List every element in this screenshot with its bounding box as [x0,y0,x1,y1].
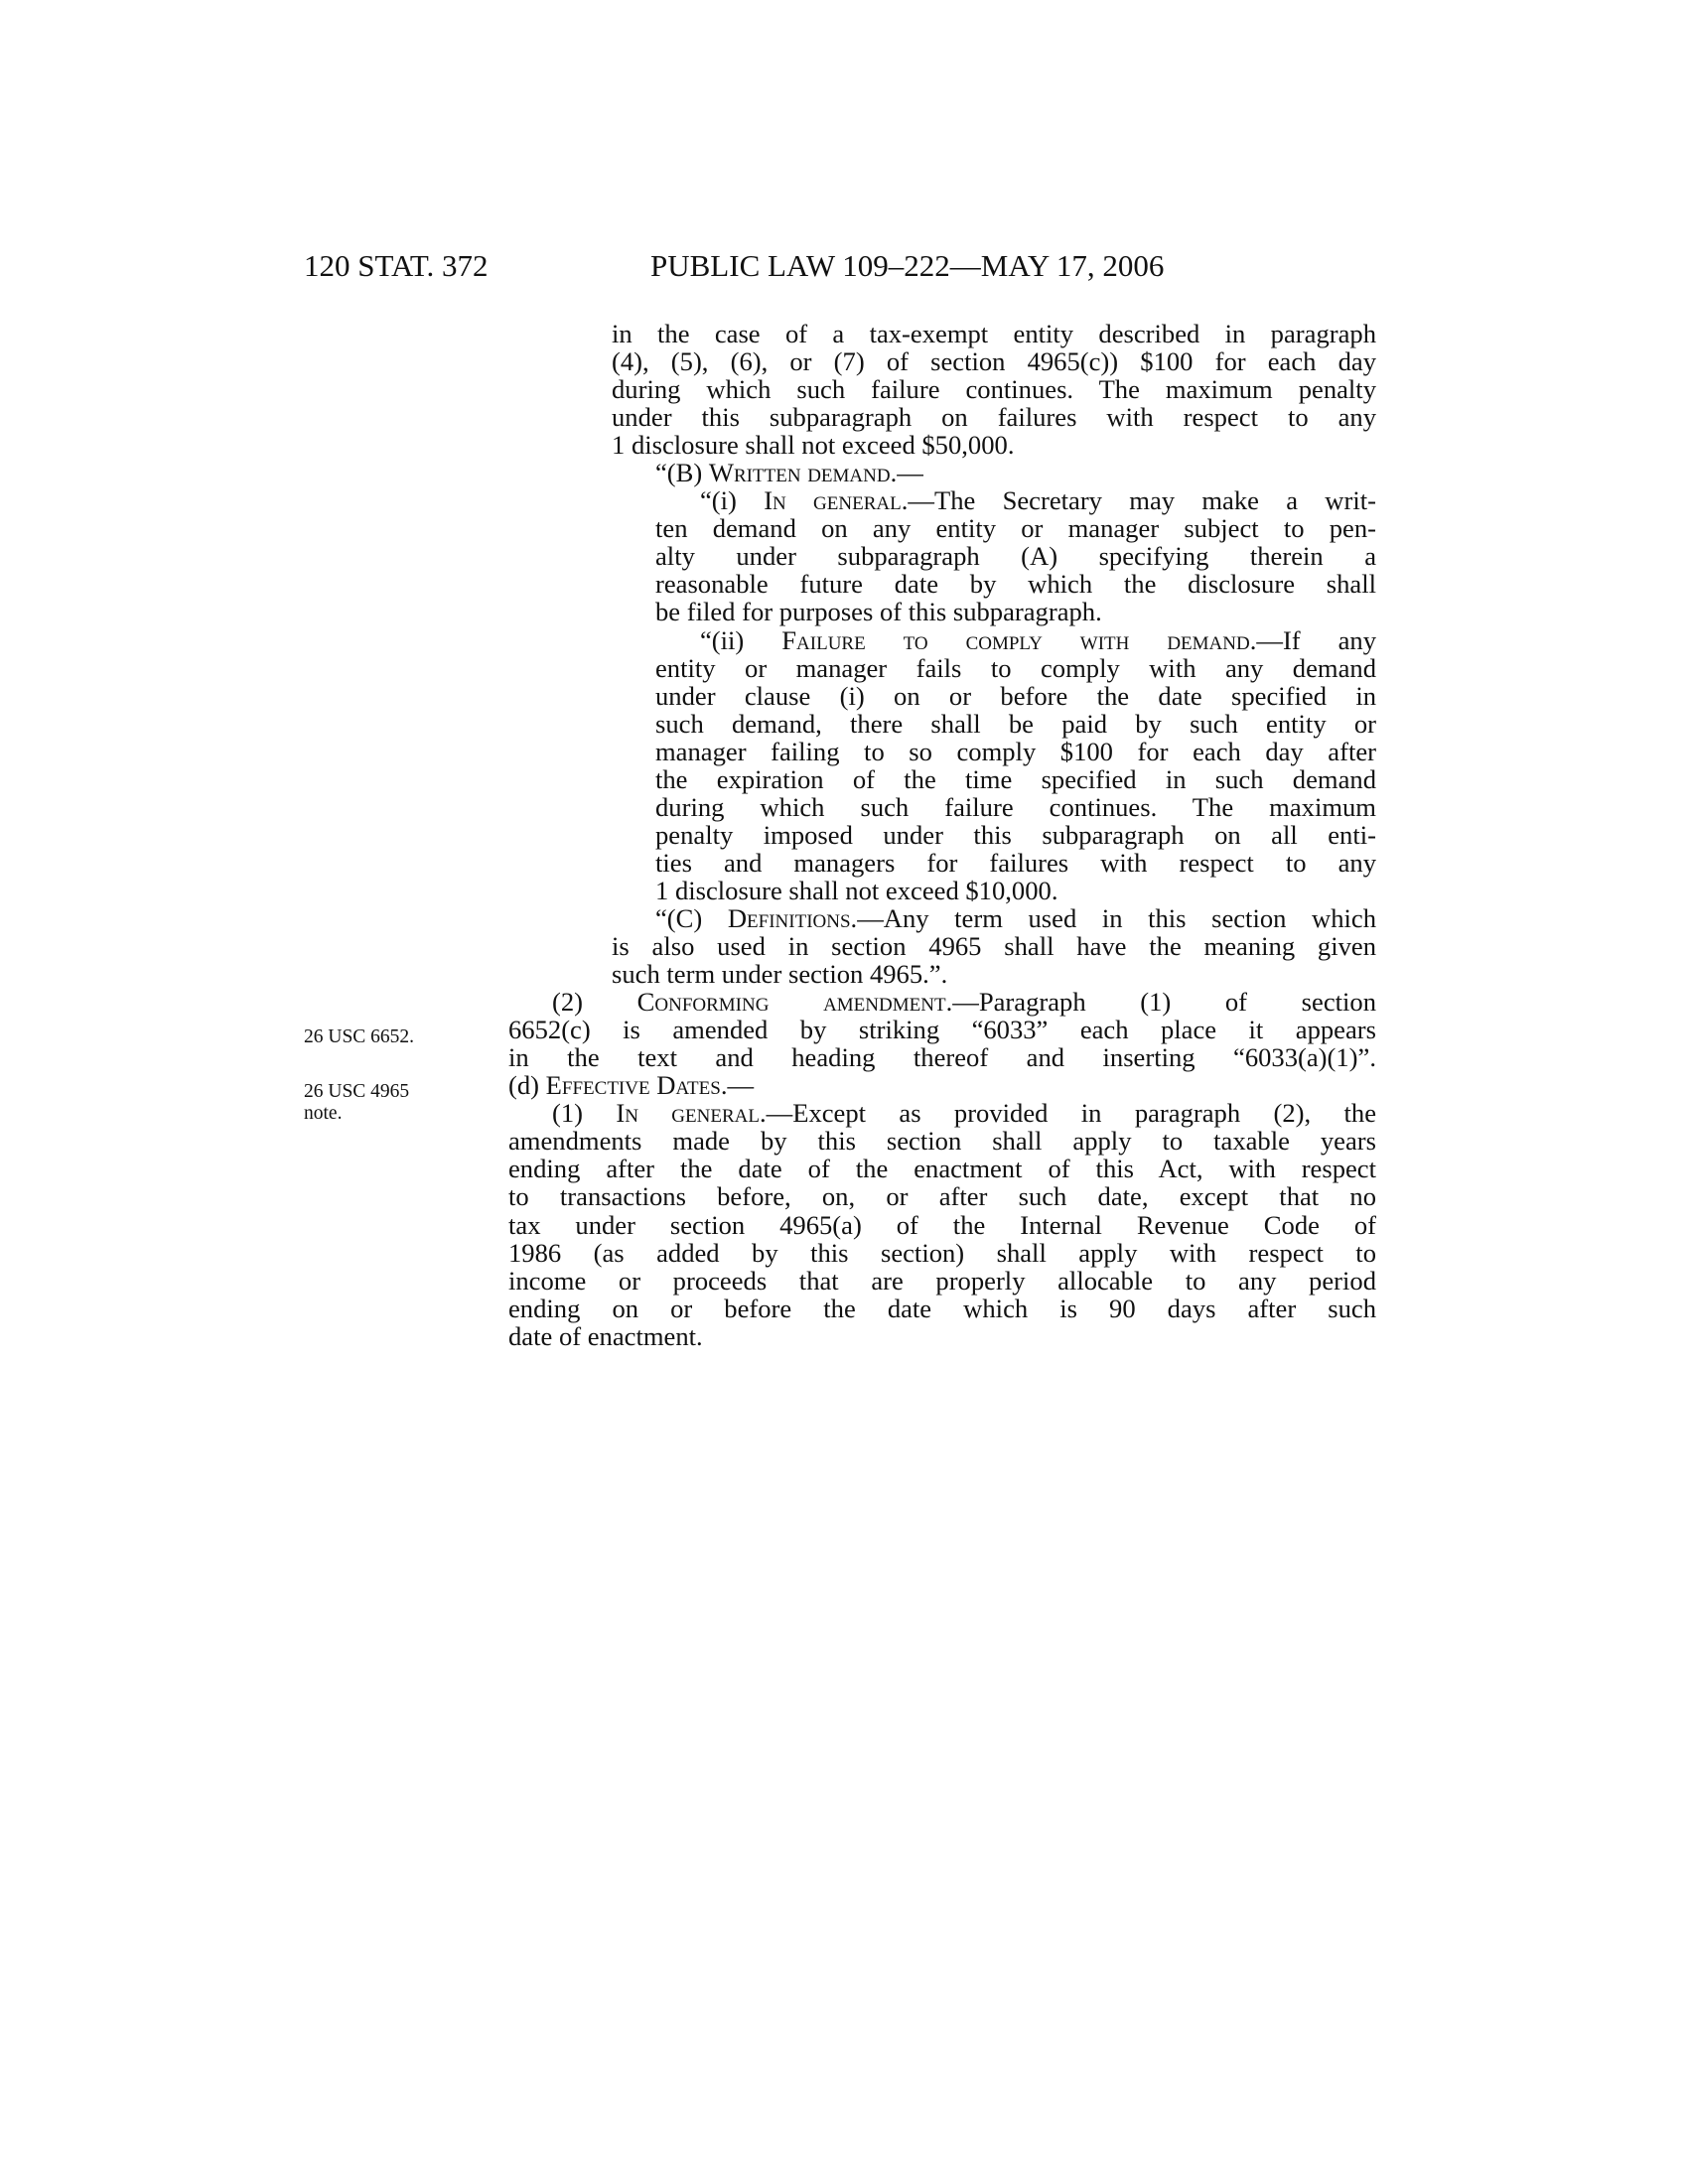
margin-note-usc-4965: 26 USC 4965 [304,1081,410,1102]
text-line: during which such failure continues. The maximum [655,791,1376,822]
text-line: ending after the date of the enactment of this Act, with respect [508,1154,1376,1184]
heading-text: Definitions [727,902,851,933]
enum-label: “(i) [700,485,765,516]
clause-ii [655,626,1376,904]
text-line: ties and managers for failures with respect to any [655,847,1376,878]
stat-page-reference: 120 STAT. 372 [304,248,489,283]
text-line: (4), (5), (6), or (7) of section 4965(c)) $100 for each day [612,346,1376,377]
text-line: is also used in section 4965 shall have the meaning given [612,931,1376,962]
text-line: such demand, there shall be paid by such entity or [655,708,1376,739]
enum-label: (2) [552,987,637,1018]
enum-label: “(B) [655,458,709,488]
paragraph-2-body [508,1016,1376,1099]
text-line: 1986 (as added by this section) shall apply with respect to [508,1237,1376,1268]
paragraph-2-heading [552,988,1376,1016]
heading-punct: .— [890,458,923,488]
enum-label: “(C) [655,902,728,933]
text-line: 1 disclosure shall not exceed $50,000. [612,430,1015,461]
heading-rest: .—Paragraph (1) of section [945,987,1376,1018]
subparagraph-a-continuation [612,320,1376,459]
text-line: ten demand on any entity or manager subject to pen- [655,513,1376,544]
text-line: in the case of a tax-exempt entity described in paragraph [612,319,1376,348]
text-line: reasonable future date by which the disclosure shall [655,569,1376,600]
heading-rest: .—If any [1249,624,1376,655]
page-header [0,248,1688,288]
text-line: 6652(c) is amended by striking “6033” each place it appears [508,1015,1376,1045]
heading-text: Failure to comply with demand [781,624,1250,655]
text-line: income or proceeds that are properly allocable to any period [508,1265,1376,1296]
statute-body-text [508,319,1376,1351]
enum-label: (d) [508,1070,546,1101]
clause-i [655,486,1376,625]
heading-rest: .—Any term used in this section which [850,902,1376,933]
subsection-d-heading [508,1071,1376,1099]
heading-text: Conforming amendment [636,987,946,1018]
enum-label: (1) [552,1098,617,1129]
paragraph-1-heading [552,1099,1376,1127]
text-line: the expiration of the time specified in such demand [655,763,1376,794]
clause-i-heading [700,486,1376,514]
margin-note-usc-6652: 26 USC 6652. [304,1026,415,1047]
text-line: under clause (i) on or before the date specified in [655,680,1376,711]
clause-ii-heading [700,626,1376,654]
text-line: alty under subparagraph (A) specifying therein a [655,541,1376,572]
text-line: tax under section 4965(a) of the Internal Revenue Code of [508,1209,1376,1240]
subparagraph-b-heading [655,459,1376,486]
text-line: in the text and heading thereof and inserting “6033(a)(1)”. [508,1042,1376,1073]
text-line: ending on or before the date which is 90 days after such [508,1293,1376,1323]
text-line: under this subparagraph on failures with respect to any [612,402,1376,433]
heading-text: Written demand [708,458,891,488]
text-line: during which such failure continues. The maximum penalty [612,374,1376,405]
subparagraph-c [612,904,1376,988]
heading-rest: .—The Secretary may make a writ- [901,485,1376,516]
heading-text: In general [616,1098,760,1129]
effective-dates-paragraph-1 [508,1099,1376,1349]
heading-punct: .— [720,1070,755,1101]
text-line: 1 disclosure shall not exceed $10,000. [655,875,1058,905]
heading-text: Effective Dates [545,1070,721,1101]
text-line: to transactions before, on, or after such date, except that no [508,1181,1376,1212]
text-line: such term under section 4965.”. [612,959,948,990]
paragraph-2-conforming [552,988,1376,1016]
heading-text: In general [764,485,902,516]
text-line: manager failing to so comply $100 for each day after [655,736,1376,766]
text-line: date of enactment. [508,1320,703,1351]
text-line: penalty imposed under this subparagraph on all enti- [655,819,1376,850]
subparagraph-c-heading [655,904,1376,932]
enum-label: “(ii) [700,624,782,655]
heading-rest: .—Except as provided in paragraph (2), the [759,1098,1376,1129]
text-line: entity or manager fails to comply with any demand [655,652,1376,683]
margin-note-note: note. [304,1103,343,1124]
public-law-title: PUBLIC LAW 109–222—MAY 17, 2006 [650,248,1165,283]
text-line: amendments made by this section shall apply to taxable years [508,1126,1376,1157]
text-line: be filed for purposes of this subparagraph. [655,597,1102,627]
